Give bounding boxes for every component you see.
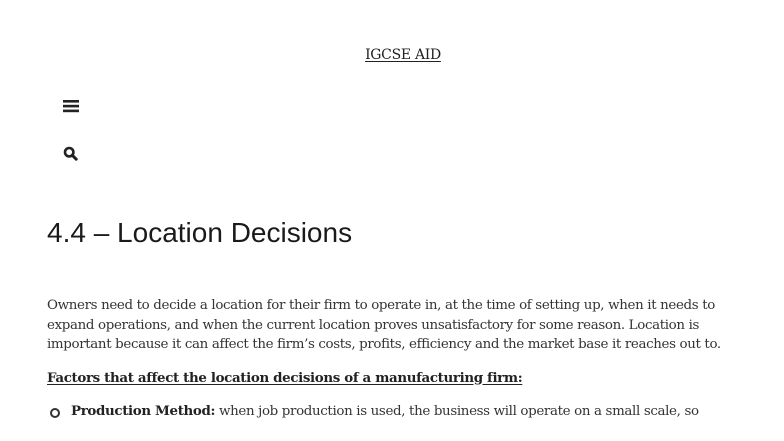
factors-list	[47, 402, 759, 422]
search-icon[interactable]	[62, 145, 80, 163]
factor-name: Production Method:	[71, 403, 216, 419]
factors-subheading: Factors that affect the location decisions of a manufacturing firm:	[47, 369, 523, 386]
site-title-link[interactable]: IGCSE AID	[365, 47, 441, 63]
factors-subheading-paragraph	[47, 369, 759, 389]
factor-text: when job production is used, the business will operate on a small scale, so	[215, 404, 699, 419]
intro-paragraph: Owners need to decide a location for their firm to operate in, at the time of setting up, when it needs to expand operations, and when the current location proves unsatisfactory for some reason. Location is important because it can affect the firm’s costs, profits, efficiency and the market base it reaches out to.	[47, 298, 721, 352]
bullet-circle-icon	[50, 408, 60, 418]
hamburger-menu-icon-graphic	[62, 98, 80, 114]
search-icon-graphic	[62, 145, 80, 163]
hamburger-menu-icon[interactable]	[62, 98, 80, 114]
site-title	[0, 47, 784, 63]
list-item	[47, 402, 759, 422]
article-title: 4.4 – Location Decisions	[47, 217, 353, 248]
article-content	[47, 296, 759, 422]
